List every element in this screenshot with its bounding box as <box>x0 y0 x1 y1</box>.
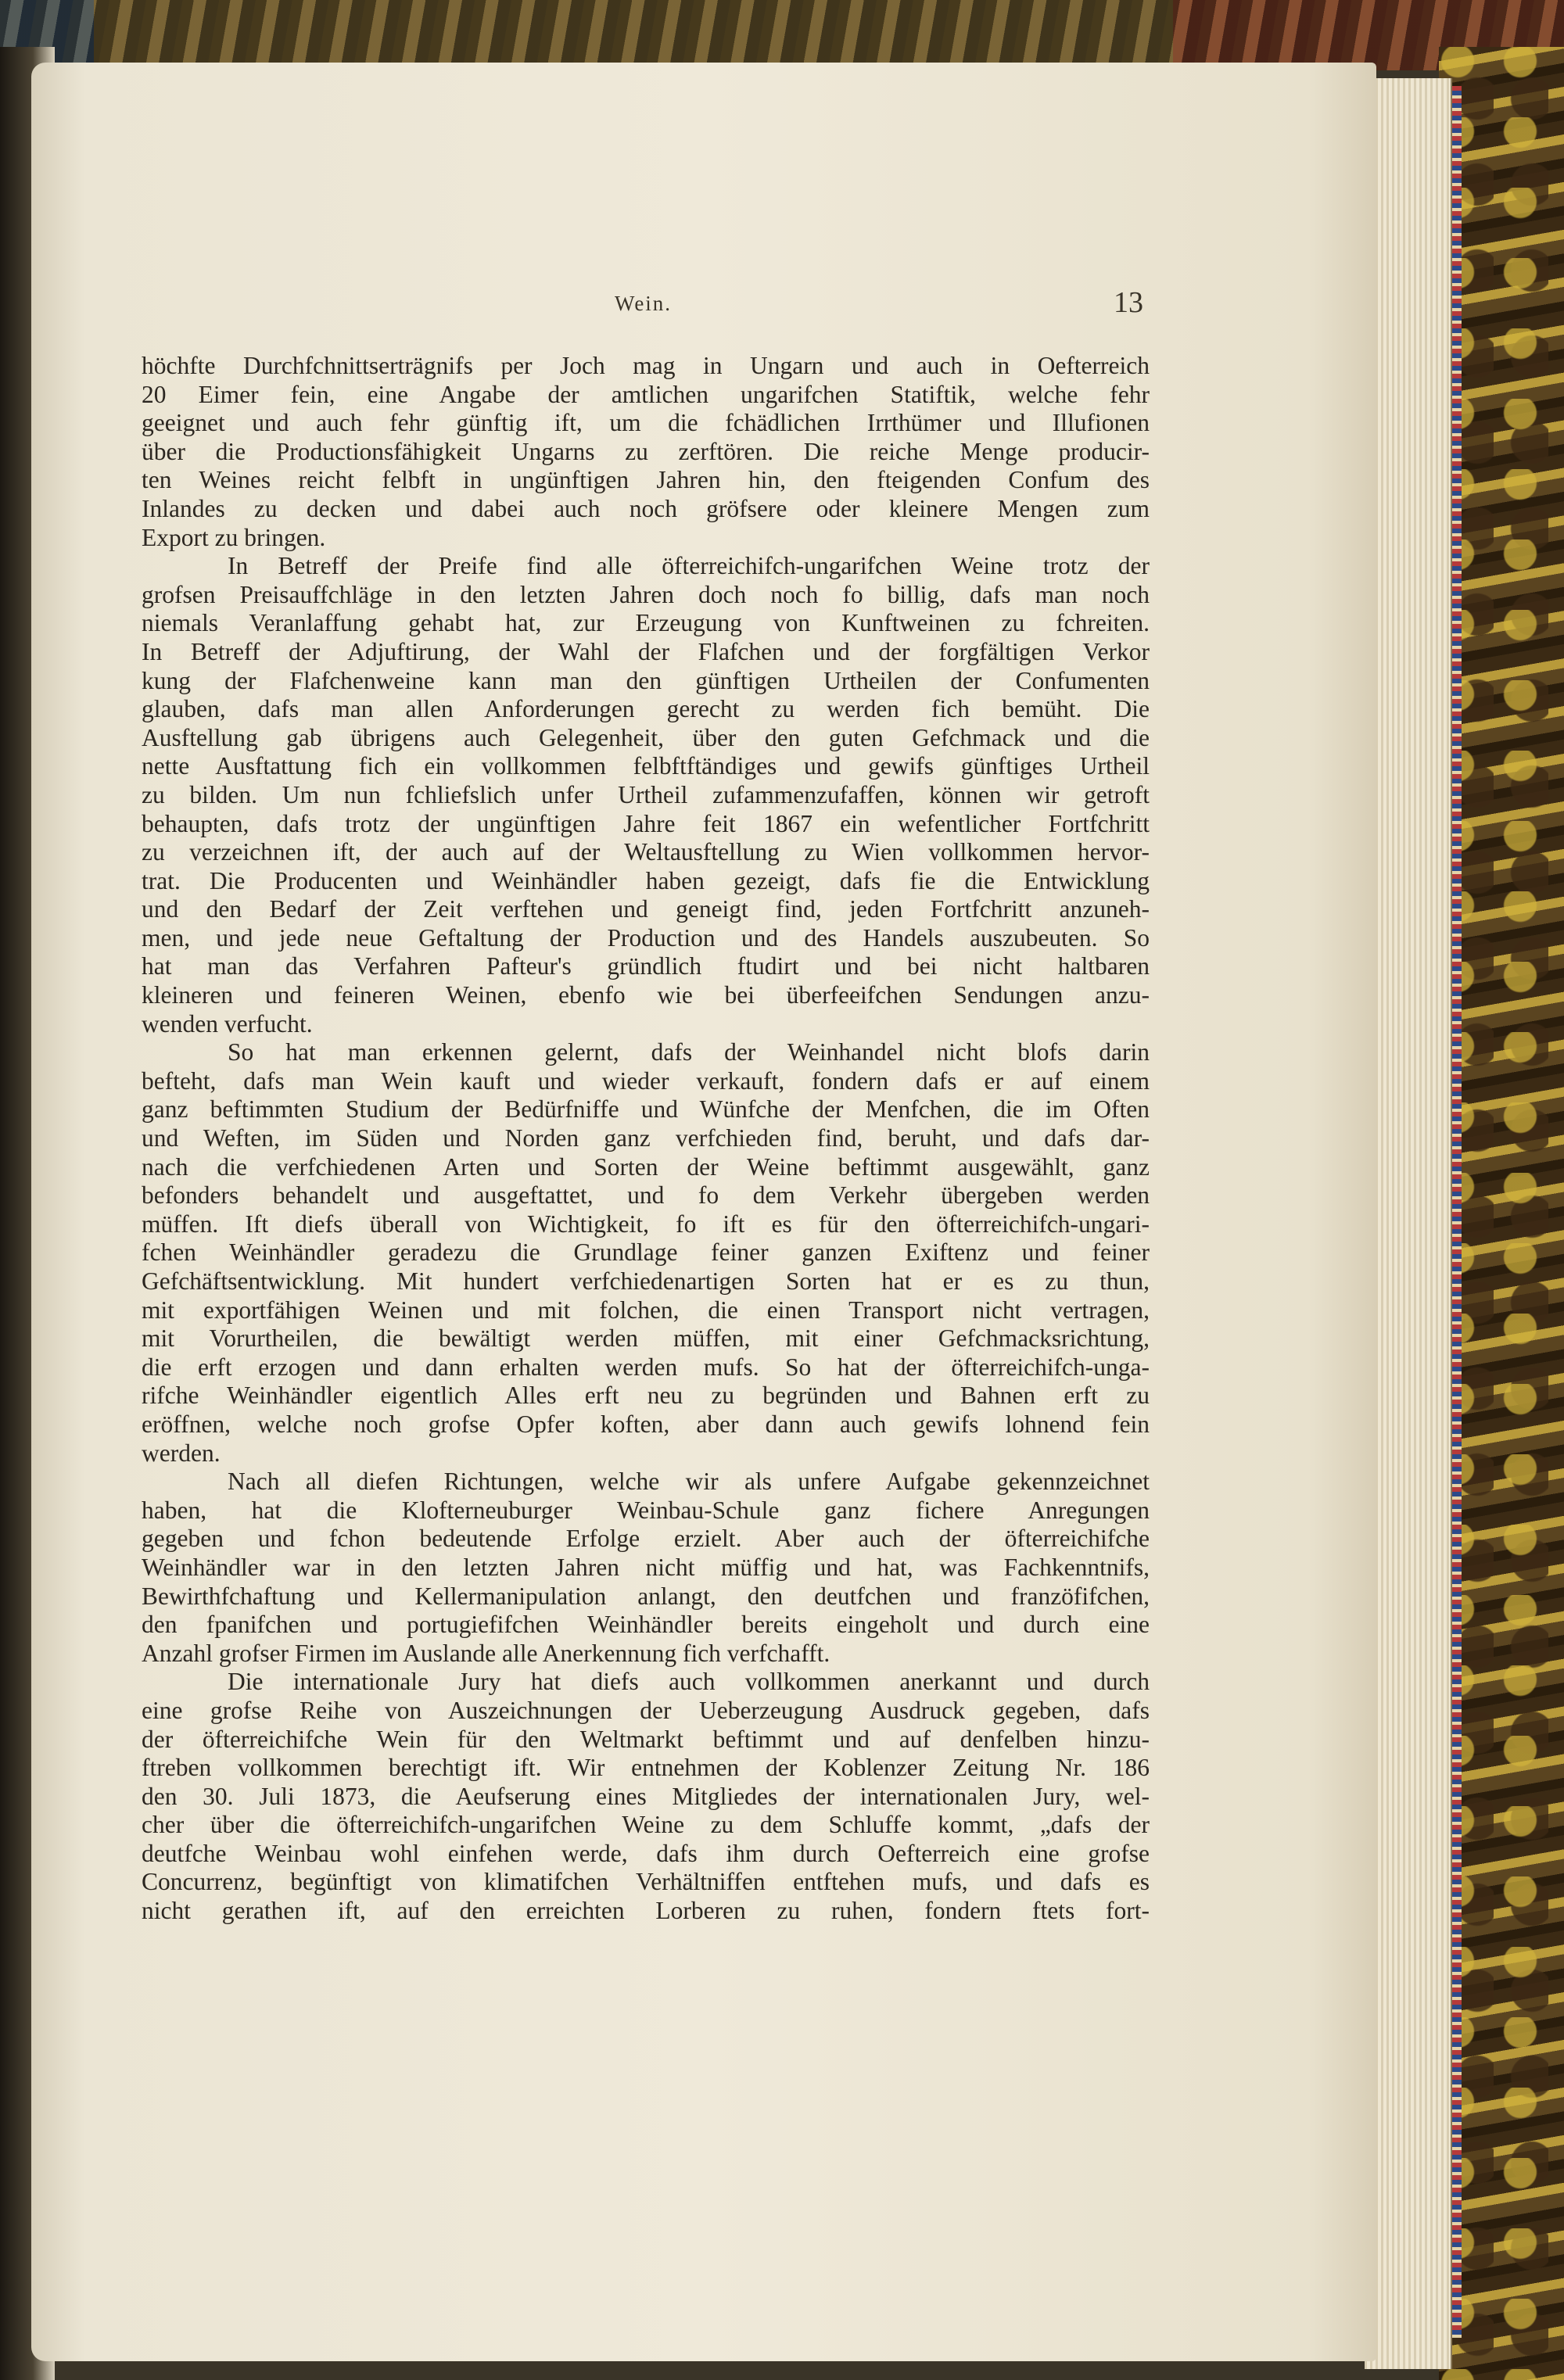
text-line: rifche Weinhändler eigentlich Alles erft neu zu begründen und Bahnen erft zu <box>142 1382 1150 1410</box>
page-number: 13 <box>1114 286 1143 319</box>
text-line: nach die verfchiedenen Arten und Sorten der Weine beftimmt ausgewählt, ganz <box>142 1152 1150 1181</box>
text-line: der öfterreichifche Wein für den Weltmarkt beftimmt und auf denfelben hinzu- <box>142 1725 1150 1753</box>
text-line: Export zu bringen. <box>142 523 326 551</box>
text-line: So hat man erkennen gelernt, dafs der Weinhandel nicht blofs darin <box>228 1038 1150 1066</box>
text-line: die erft erzogen und dann erhalten werden mufs. So hat der öfterreichifch-unga- <box>142 1353 1150 1381</box>
page-stack-edge <box>1365 78 1452 2369</box>
text-line: grofsen Preisauffchläge in den letzten Jahren doch noch fo billig, dafs man noch <box>142 580 1150 608</box>
text-line: befteht, dafs man Wein kauft und wieder verkauft, fondern dafs er auf einem <box>142 1066 1150 1095</box>
text-line: Nach all diefen Richtungen, welche wir als unfere Aufgabe gekennzeichnet <box>228 1468 1150 1496</box>
text-line: trat. Die Producenten und Weinhändler haben gezeigt, dafs fie die Entwicklung <box>142 866 1150 894</box>
text-line: und den Bedarf der Zeit verftehen und geneigt find, jeden Fortfchritt anzuneh- <box>142 895 1150 923</box>
text-line: behaupten, dafs trotz der ungünftigen Jahre feit 1867 ein wefentlicher Fortfchritt <box>142 809 1150 837</box>
text-line: ftreben vollkommen berechtigt ift. Wir entnehmen der Koblenzer Zeitung Nr. 186 <box>142 1754 1150 1782</box>
text-line: glauben, dafs man allen Anforderungen gerecht zu werden fich bemüht. Die <box>142 695 1150 723</box>
marbled-cover-top <box>0 0 1564 70</box>
text-line: niemals Veranlaffung gehabt hat, zur Erzeugung von Kunftweinen zu fchreiten. <box>142 609 1150 637</box>
text-line: über die Productionsfähigkeit Ungarns zu zerftören. Die reiche Menge producir- <box>142 437 1150 465</box>
text-line: kleineren und feineren Weinen, ebenfo wie bei überfeeifchen Sendungen anzu- <box>142 981 1150 1009</box>
text-line: 20 Eimer fein, eine Angabe der amtlichen ungarifchen Statiftik, welche fehr <box>142 380 1150 408</box>
text-line: Bewirthfchaftung und Kellermanipulation anlangt, den deutfchen und franzöfifchen, <box>142 1582 1150 1610</box>
sprinkled-page-edge <box>1451 86 1462 2338</box>
text-line: wenden verfucht. <box>142 1009 313 1038</box>
text-line: höchfte Durchfchnittserträgnifs per Joch mag in Ungarn und auch in Oefterreich <box>142 352 1150 379</box>
text-line: kung der Flafchenweine kann man den günftigen Urtheilen der Confumenten <box>142 666 1150 694</box>
text-line: mit Vorurtheilen, die bewältigt werden müffen, mit einer Gefchmacksrichtung, <box>142 1324 1150 1353</box>
text-line: und Weften, im Süden und Norden ganz verfchieden find, beruht, und dafs dar- <box>142 1124 1150 1152</box>
text-line: den fpanifchen und portugiefifchen Weinhändler bereits eingeholt und durch eine <box>142 1611 1150 1639</box>
text-line: In Betreff der Preife find alle öfterreichifch-ungarifchen Weine trotz der <box>228 552 1150 580</box>
text-line: In Betreff der Adjuftirung, der Wahl der Flafchen und der forgfältigen Verkor <box>142 637 1150 665</box>
text-line: mit exportfähigen Weinen und mit folchen, die einen Transport nicht vertragen, <box>142 1296 1150 1324</box>
text-line: geeignet und auch fehr günftig ift, um die fchädlichen Irrthümer und Illufionen <box>142 409 1150 437</box>
text-line: befonders behandelt und ausgeftattet, und fo dem Verkehr übergeben werden <box>142 1181 1150 1210</box>
text-line: nette Ausftattung fich ein vollkommen felbftftändiges und gewifs günftiges Urtheil <box>142 752 1150 780</box>
text-line: müffen. Ift diefs überall von Wichtigkeit, fo ift es für den öfterreichifch-ungari- <box>142 1210 1150 1238</box>
text-line: cher über die öfterreichifch-ungarifchen Weine zu dem Schluffe kommt, „dafs der <box>142 1811 1150 1839</box>
text-line: hat man das Verfahren Pafteur's gründlich ftudirt und bei nicht haltbaren <box>142 952 1150 980</box>
text-line: fchen Weinhändler geradezu die Grundlage feiner ganzen Exiftenz und feiner <box>142 1238 1150 1267</box>
text-line: eine grofse Reihe von Auszeichnungen der Ueberzeugung Ausdruck gegeben, dafs <box>142 1696 1150 1724</box>
text-line: deutfche Weinbau wohl einfehen werde, dafs ihm durch Oefterreich eine grofse <box>142 1839 1150 1867</box>
body-text <box>142 352 1150 1926</box>
text-line: Weinhändler war in den letzten Jahren nicht müffig und hat, was Fachkenntnifs, <box>142 1553 1150 1581</box>
text-line: men, und jede neue Geftaltung der Production und des Handels auszubeuten. So <box>142 923 1150 952</box>
text-line: eröffnen, welche noch grofse Opfer koften, aber dann auch gewifs lohnend fein <box>142 1410 1150 1438</box>
text-line: haben, hat die Klofterneuburger Weinbau-Schule ganz fichere Anregungen <box>142 1496 1150 1524</box>
text-line: Die internationale Jury hat diefs auch vollkommen anerkannt und durch <box>228 1668 1150 1696</box>
text-line: Concurrenz, begünftigt von klimatifchen Verhältniffen entftehen mufs, und dafs es <box>142 1868 1150 1896</box>
text-line: nicht gerathen ift, auf den erreichten Lorberen zu ruhen, fondern ftets fort- <box>142 1897 1150 1925</box>
text-line: Gefchäftsentwicklung. Mit hundert verfchiedenartigen Sorten hat er es zu thun, <box>142 1267 1150 1295</box>
text-line: zu verzeichnen ift, der auch auf der Weltausftellung zu Wien vollkommen hervor- <box>142 838 1150 866</box>
text-line: zu bilden. Um nun fchliefslich unfer Urtheil zufammenzufaffen, können wir getroft <box>142 780 1150 808</box>
text-line: Anzahl grofser Firmen im Auslande alle Anerkennung fich verfchafft. <box>142 1639 830 1667</box>
running-head: Wein. <box>615 292 673 315</box>
text-line: den 30. Juli 1873, die Aeufserung eines Mitgliedes der internationalen Jury, wel- <box>142 1782 1150 1810</box>
text-line: gegeben und fchon bedeutende Erfolge erzielt. Aber auch der öfterreichifche <box>142 1525 1150 1553</box>
text-line: ten Weines reicht felbft in ungünftigen Jahren hin, den fteigenden Confum des <box>142 466 1150 494</box>
text-line: ganz beftimmten Studium der Bedürfniffe und Wünfche der Menfchen, die im Often <box>142 1095 1150 1124</box>
text-line: Inlandes zu decken und dabei auch noch gröfsere oder kleinere Mengen zum <box>142 494 1150 522</box>
text-line: werden. <box>142 1439 221 1467</box>
text-line: Ausftellung gab übrigens auch Gelegenheit, über den guten Gefchmack und die <box>142 723 1150 751</box>
